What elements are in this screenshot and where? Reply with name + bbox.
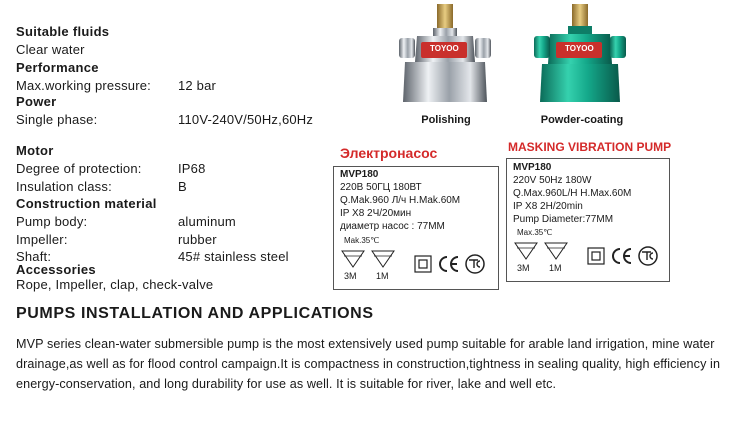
protection-label: Degree of protection: — [16, 161, 142, 176]
english-depth-1m: 1M — [549, 263, 562, 273]
russian-model: MVP180 — [340, 169, 379, 180]
pump-body-value: aluminum — [178, 214, 236, 229]
russian-pct-mark-icon — [464, 253, 486, 280]
performance-heading: Performance — [16, 60, 99, 75]
installation-title: PUMPS INSTALLATION AND APPLICATIONS — [16, 305, 374, 322]
impeller-value: rubber — [178, 232, 217, 247]
polishing-brand-logo: TOYOO — [430, 44, 459, 53]
russian-label-box — [333, 166, 499, 290]
motor-heading: Motor — [16, 143, 54, 158]
accessories-heading: Accessories — [16, 262, 96, 277]
insulation-value: B — [178, 179, 187, 194]
english-depth-3m: 3M — [517, 263, 530, 273]
powder-brand-logo: TOYOO — [565, 44, 594, 53]
russian-depth-1m: 1M — [376, 271, 389, 281]
english-flow: Q.Max.960L/H H.Max.60M — [513, 188, 632, 199]
english-model: MVP180 — [513, 162, 552, 173]
english-ce-mark-icon — [611, 247, 633, 270]
russian-double-insulation-icon — [414, 255, 432, 278]
english-label-box — [506, 158, 670, 282]
protection-value: IP68 — [178, 161, 206, 176]
english-double-insulation-icon — [587, 247, 605, 270]
insulation-label: Insulation class: — [16, 179, 112, 194]
single-phase-value: 110V-240V/50Hz,60Hz — [178, 112, 314, 127]
english-label-title: MASKING VIBRATION PUMP — [508, 140, 672, 154]
suitable-fluids-heading: Suitable fluids — [16, 24, 110, 39]
english-diameter: Pump Diameter:77MM — [513, 214, 614, 225]
russian-depth-3m: 3M — [344, 271, 357, 281]
installation-text: MVP series clean-water submersible pump is the most extensively used pump suitable for arable land irrigation, mine water drainage,as well as for flood control campaign.It is compactness in construction,tightness in sealing quality, high efficiency in energy-conservation, and long durability for use as well. It is suitable for river, lake and well etc. — [16, 337, 721, 391]
polishing-caption: Polishing — [421, 114, 471, 126]
powder-coating-pump-image — [530, 2, 630, 112]
english-ip: IP X8 2H/20min — [513, 201, 583, 212]
english-max-temp: Max.35℃ — [517, 228, 553, 237]
construction-heading: Construction material — [16, 196, 157, 211]
russian-label-title: Электронасос — [340, 145, 438, 161]
russian-max-temp: Mak.35℃ — [344, 236, 380, 245]
max-pressure-label: Max.working pressure: — [16, 78, 151, 93]
max-pressure-value: 12 bar — [178, 78, 217, 93]
polishing-pump-image — [395, 2, 495, 112]
russian-ip: IP X8 2Ч/20мин — [340, 208, 412, 219]
powder-coating-caption: Powder-coating — [540, 114, 624, 126]
shaft-value: 45# stainless steel — [178, 249, 289, 264]
english-power: 220V 50Hz 180W — [513, 175, 592, 186]
russian-ce-mark-icon — [438, 255, 460, 278]
single-phase-label: Single phase: — [16, 112, 98, 127]
russian-diameter: диаметр насос : 77MM — [340, 221, 445, 232]
suitable-fluids-value: Clear water — [16, 42, 85, 57]
impeller-label: Impeller: — [16, 232, 68, 247]
russian-flow: Q.Mak.960 Л/ч H.Mak.60M — [340, 195, 461, 206]
power-heading: Power — [16, 94, 57, 109]
shaft-label: Shaft: — [16, 249, 52, 264]
accessories-value: Rope, Impeller, clap, check-valve — [16, 277, 214, 292]
english-depth-symbols — [513, 241, 571, 275]
russian-depth-symbols — [340, 249, 398, 283]
russian-power: 220В 50ГЦ 180ВТ — [340, 182, 422, 193]
english-pct-mark-icon — [637, 245, 659, 272]
pump-body-label: Pump body: — [16, 214, 88, 229]
